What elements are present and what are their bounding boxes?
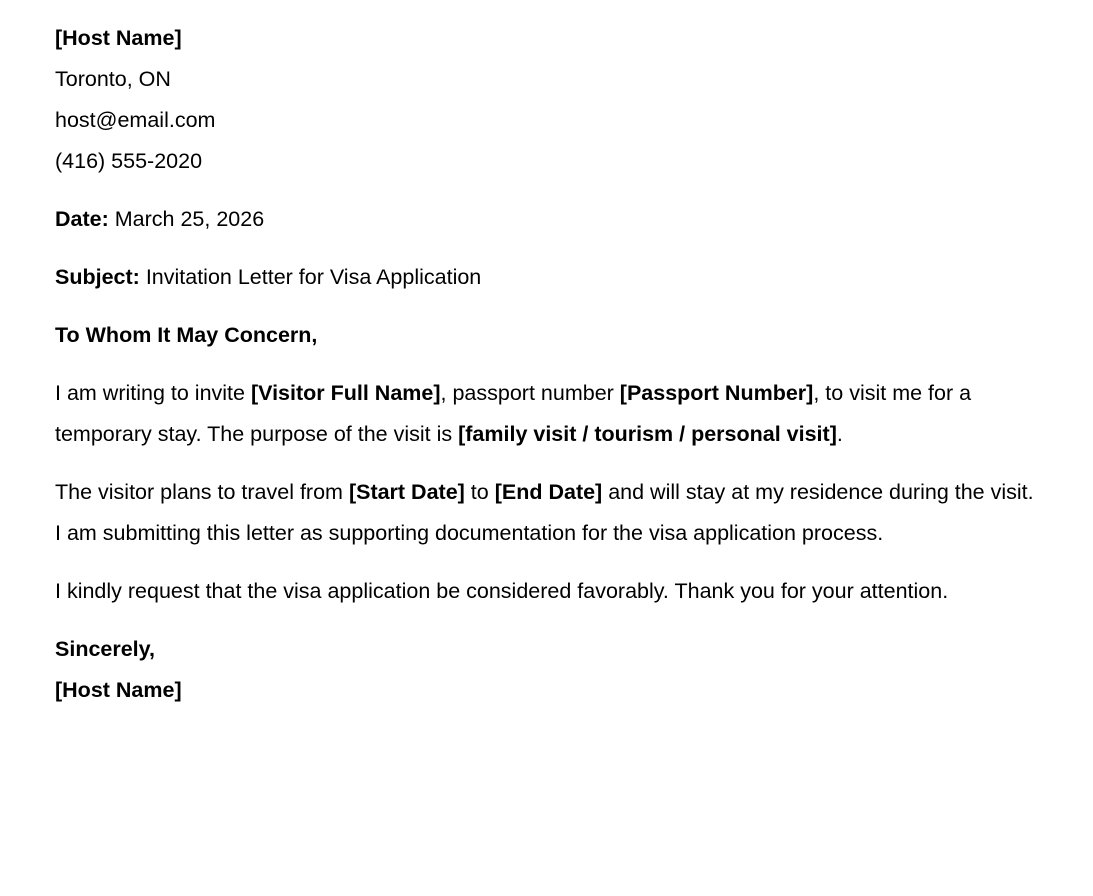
- salutation-text: To Whom It May Concern,: [55, 323, 318, 347]
- subject-value: Invitation Letter for Visa Application: [145, 265, 482, 289]
- subject-line: [55, 257, 1035, 298]
- closing-block: [55, 629, 1035, 711]
- p1-text-1: I am writing to invite: [55, 381, 251, 405]
- sender-info-block: [55, 18, 1035, 182]
- p1-text-2: , passport number: [440, 381, 620, 405]
- sender-phone: (416) 555-2020: [55, 149, 203, 173]
- date-value: March 25, 2026: [114, 207, 265, 231]
- salutation: [55, 315, 1035, 356]
- body-paragraph-2: [55, 472, 1035, 554]
- p2-placeholder-start-date: [Start Date]: [348, 480, 465, 504]
- sender-email: host@email.com: [55, 108, 216, 132]
- sender-city: Toronto, ON: [55, 67, 171, 91]
- closing-signoff: Sincerely,: [55, 637, 155, 661]
- date-label: Date:: [55, 207, 109, 231]
- p1-placeholder-visitor-name: [Visitor Full Name]: [250, 381, 441, 405]
- date-line: [55, 199, 1035, 240]
- closing-signature: [Host Name]: [55, 678, 182, 702]
- body-paragraph-1: [55, 373, 1035, 455]
- p2-text-2: to: [464, 480, 495, 504]
- subject-label: Subject:: [55, 265, 140, 289]
- p1-text-4: .: [836, 422, 843, 446]
- p1-placeholder-visit-purpose: [family visit / tourism / personal visit]: [458, 422, 837, 446]
- p2-text-3: and will stay at my residence during the visit. I am submitting this letter as supporting documentation for the visa application process.: [55, 480, 1034, 545]
- p3-text: I kindly request that the visa application be considered favorably. Thank you for your attention.: [55, 579, 949, 603]
- p2-placeholder-end-date: [End Date]: [494, 480, 603, 504]
- body-paragraph-3: [55, 571, 1035, 612]
- p1-text-3: , to visit me for a temporary stay. The purpose of the visit is: [55, 381, 972, 446]
- p1-placeholder-passport-number: [Passport Number]: [619, 381, 814, 405]
- sender-name: [Host Name]: [55, 26, 182, 50]
- p2-text-1: The visitor plans to travel from: [55, 480, 349, 504]
